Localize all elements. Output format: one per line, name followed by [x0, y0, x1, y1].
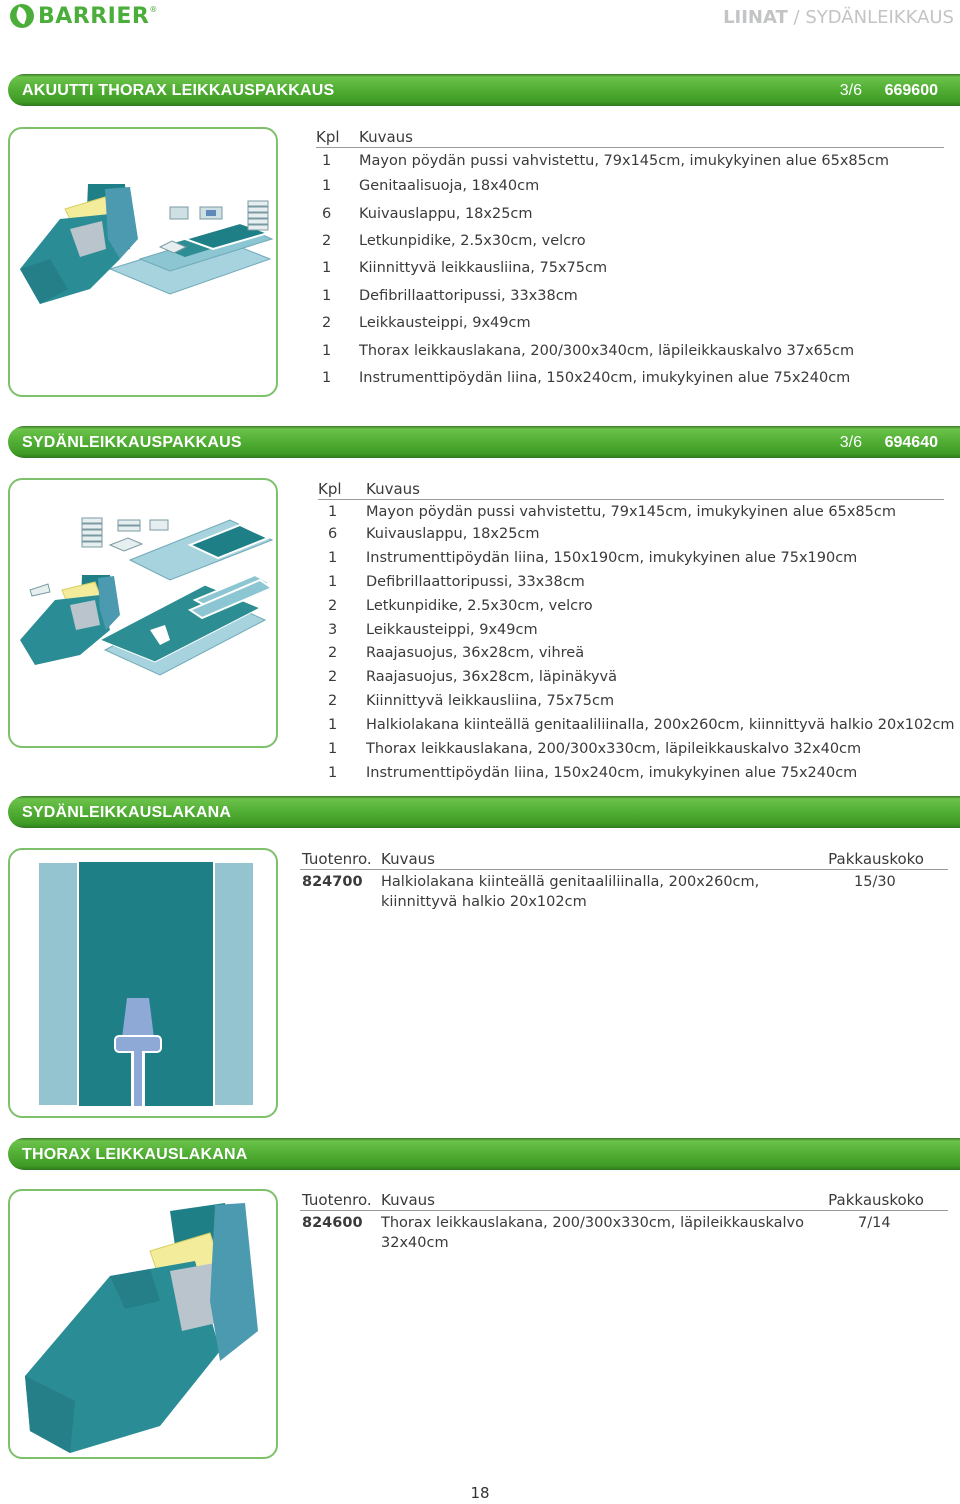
product-image-frame: [8, 478, 278, 748]
list-header: [318, 480, 944, 502]
product-code: 824600: [302, 1215, 363, 1231]
col-header-desc: Kuvaus: [359, 128, 413, 146]
col-header-code: Tuotenro.: [302, 1191, 372, 1209]
brand-name: BARRIER: [38, 3, 150, 29]
header-divider: [318, 499, 944, 500]
product-image-frame: [8, 127, 278, 397]
product-description-line-1: Thorax leikkauslakana, 200/300x330cm, läpileikkauskalvo: [381, 1215, 804, 1231]
brand-logo: [10, 3, 157, 29]
section-bar-sydanleikkauspakkaus: [8, 426, 960, 458]
section-title: THORAX LEIKKAUSLAKANA: [22, 1146, 248, 1163]
thorax-pack-illustration: [10, 129, 278, 397]
col-header-desc: Kuvaus: [381, 1191, 435, 1209]
list-header: [300, 850, 948, 872]
col-header-desc: Kuvaus: [381, 850, 435, 868]
section-title: SYDÄNLEIKKAUSLAKANA: [22, 804, 232, 821]
product-description-line-2: kiinnittyvä halkio 20x102cm: [381, 894, 587, 910]
subcategory-label: SYDÄNLEIKKAUS: [805, 7, 954, 28]
col-header-desc: Kuvaus: [366, 480, 420, 498]
section-bar-sydanleikkauslakana: [8, 796, 960, 828]
col-header-qty: Kpl: [318, 480, 342, 498]
header-divider: [300, 869, 948, 870]
thorax-drape-illustration: [10, 1191, 278, 1459]
section-bar-akuutti-thorax: [8, 74, 960, 106]
product-description-line-1: Halkiolakana kiinteällä genitaaliliinalla, 200x260cm,: [381, 874, 760, 890]
section-product-code: 669600: [884, 82, 938, 99]
brand-registered-mark: ®: [149, 5, 158, 14]
leaf-logo-icon: [10, 4, 34, 28]
split-drape-illustration: [10, 850, 278, 1118]
category-separator: /: [787, 7, 806, 28]
section-product-code: 694640: [884, 434, 938, 451]
page-category: [723, 7, 954, 28]
product-code: 824700: [302, 874, 363, 890]
col-header-pack: Pakkauskoko: [828, 850, 924, 868]
product-image-frame: [8, 848, 278, 1118]
product-pack-size: 15/30: [854, 874, 896, 890]
section-bar-thorax-leikkauslakana: [8, 1138, 960, 1170]
header-divider: [300, 1210, 948, 1211]
section-pack-qty: 3/6: [839, 434, 862, 451]
category-label: LIINAT: [723, 7, 788, 28]
list-header: [300, 1191, 948, 1213]
product-pack-size: 7/14: [858, 1215, 891, 1231]
header-divider: [316, 147, 944, 148]
product-description-line-2: 32x40cm: [381, 1235, 449, 1251]
list-header: [316, 128, 944, 150]
section-title: SYDÄNLEIKKAUSPAKKAUS: [22, 434, 242, 451]
product-image-frame: [8, 1189, 278, 1459]
col-header-qty: Kpl: [316, 128, 340, 146]
heart-pack-illustration: [10, 480, 278, 748]
col-header-pack: Pakkauskoko: [828, 1191, 924, 1209]
col-header-code: Tuotenro.: [302, 850, 372, 868]
section-pack-qty: 3/6: [839, 82, 862, 99]
section-title: AKUUTTI THORAX LEIKKAUSPAKKAUS: [22, 82, 335, 99]
page-number: 18: [470, 1484, 490, 1502]
